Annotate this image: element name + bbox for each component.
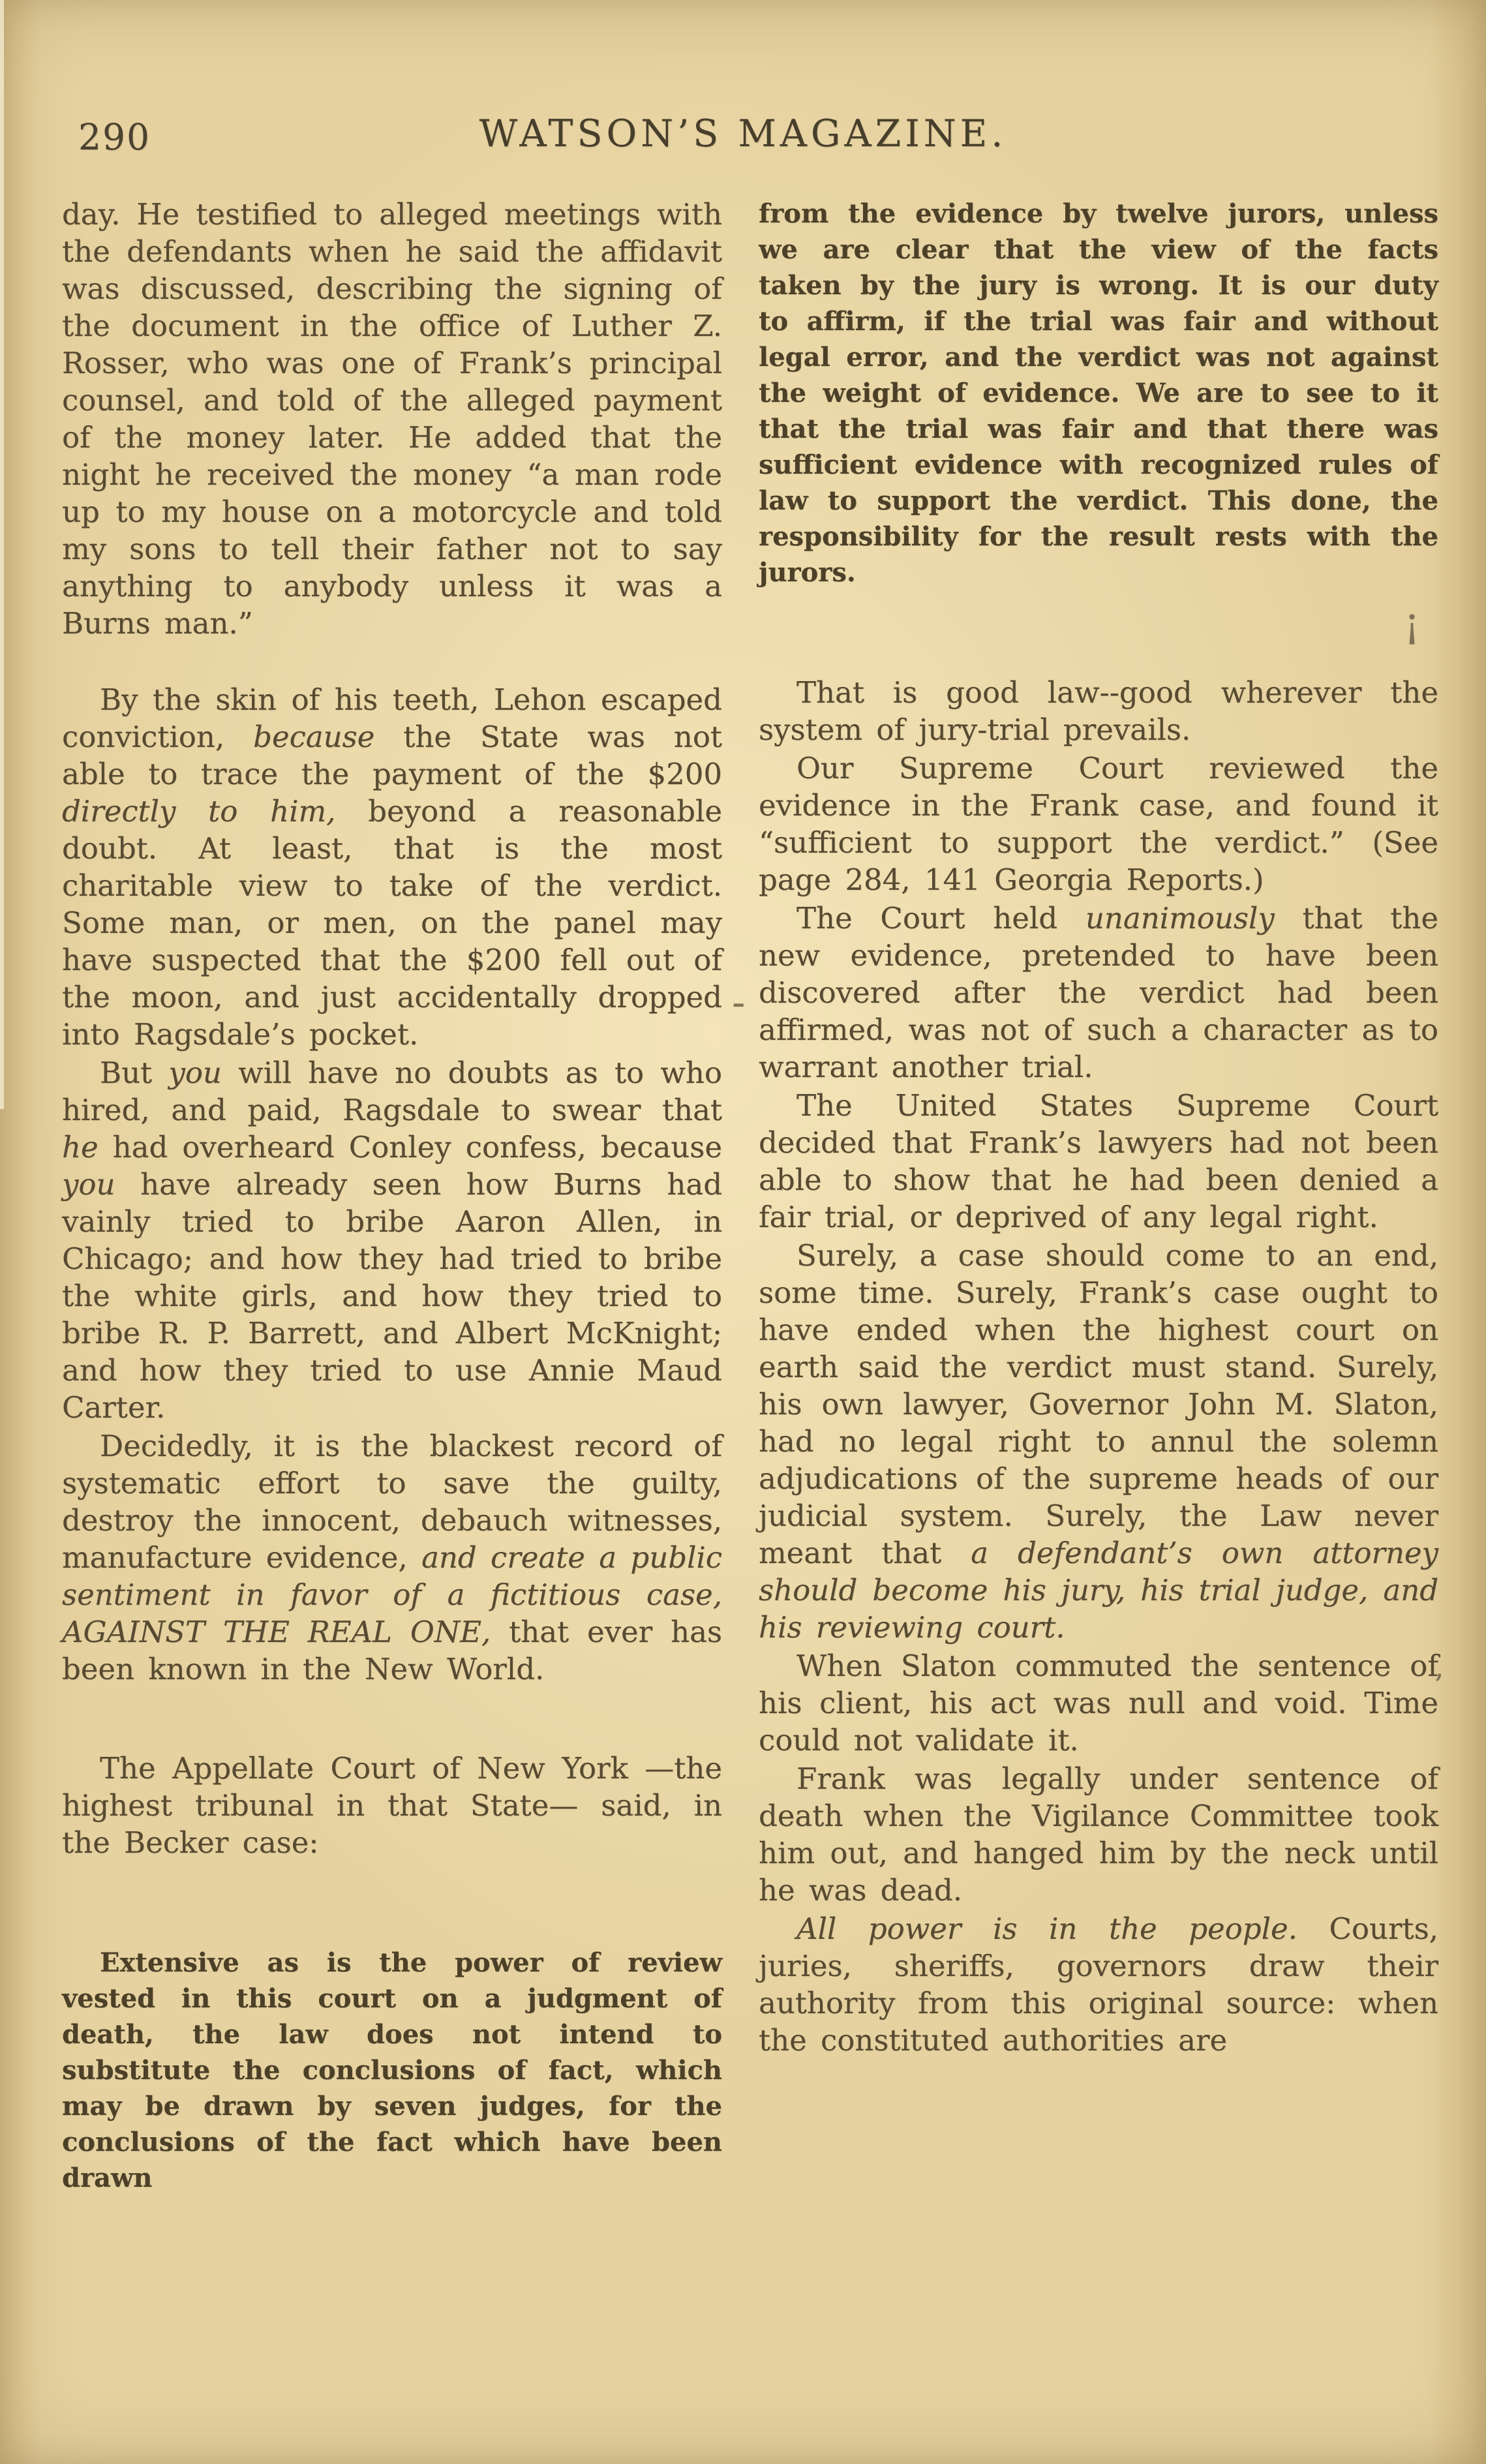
text-run: The Court held: [796, 901, 1085, 935]
paragraph-continuation: [62, 196, 722, 642]
text-run: the State was not able to trace the payment of the $200: [62, 720, 723, 791]
text-run: The Appellate Court of New York —the highest tribunal in that State— said, in the Becker case:: [62, 1751, 722, 1860]
quote-paragraph-continuation: [759, 196, 1438, 590]
left-column: [62, 196, 722, 2197]
quote-paragraph: [62, 1945, 722, 2196]
italic-run: you: [62, 1167, 115, 1202]
text-run: have already seen how Burns had vainly tried to bribe Aaron Allen, in Chicago; and how they had tried to bribe the white girls, and how they tried to bribe R. P. Barrett, and Albert McKnight; and how they tried to use Annie Maud Carter.: [62, 1167, 722, 1425]
italic-run: unanimously: [1085, 901, 1275, 935]
paragraph: [62, 681, 722, 1053]
text-run: from the evidence by twelve jurors, unless we are clear that the view of the facts taken by the jury is wrong. It is our duty to affirm, if the trial was fair and without legal error, and the verdict was not against the weight of evidence. We are to see to it that the trial was fair and that there was sufficient evidence with recognized rules of law to support the verdict. This done, the responsibility for the result rests with the jurors.: [759, 198, 1438, 588]
text-run: When Slaton commuted the sentence of his client, his act was null and void. Time could not validate it.: [759, 1649, 1438, 1757]
text-run: But: [100, 1056, 169, 1090]
italic-run: All power is in the people.: [796, 1911, 1297, 1946]
text-run: The United States Supreme Court decided that Frank’s lawyers had not been able to show that he had been denied a fair trial, or deprived of any legal right.: [759, 1088, 1438, 1234]
ink-mark: ¡: [1404, 599, 1420, 646]
text-run: had overheard Conley confess, because: [98, 1130, 722, 1164]
paragraph: [759, 1760, 1438, 1909]
text-run: Courts, juries, sheriffs, governors draw their authority from this original source: when the constituted authorities are: [759, 1911, 1438, 2058]
paragraph: [759, 900, 1438, 1086]
text-run: Extensive as is the power of review vested in this court on a judgment of death, the law does not intend to substitute the conclusions of fact, which may be drawn by seven judges, for the conclusions of the fact which have been drawn: [62, 1947, 722, 2193]
right-column: [759, 196, 1438, 2060]
text-run: Our Supreme Court reviewed the evidence in the Frank case, and found it “sufficient to support the verdict.” (See page 284, 141 Georgia Reports.): [759, 751, 1438, 897]
page-number: 290: [78, 116, 151, 158]
paragraph: [62, 1427, 722, 1688]
italic-run: because: [253, 720, 375, 754]
text-run: Decidedly, it is the blackest record of systematic effort to save the guilty, destroy the innocent, debauch witnesses, manufacture evidence,: [62, 1429, 722, 1575]
paragraph: [759, 1087, 1438, 1236]
italic-run: a defendant’s own attorney should become his jury, his trial judge, and his reviewing court.: [759, 1536, 1438, 1645]
italic-run: and create a public sentiment in favor of a fictitious case, AGAINST THE REAL ONE,: [62, 1540, 723, 1649]
text-run: That is good law--good wherever the system of jury-trial prevails.: [759, 675, 1438, 747]
paragraph: [62, 1054, 722, 1426]
text-run: beyond a reasonable doubt. At least, that is the most charitable view to take of the verdict. Some man, or men, on the panel may have suspected that the $200 fell out of the moon, and just accidentally dropped into Ragsdale’s pocket.: [62, 794, 722, 1052]
text-run: day. He testified to alleged meetings with the defendants when he said the affidavit was discussed, describing the signing of the document in the office of Luther Z. Rosser, who was one of Frank’s principal counsel, and told of the alleged payment of the money later. He added that the night he received the money “a man rode up to my house on a motorcycle and told my sons to tell their father not to say anything to anybody unless it was a Burns man.”: [62, 197, 722, 641]
masthead-title: WATSON’S MAGAZINE.: [479, 112, 1007, 155]
paragraph: [759, 1237, 1438, 1646]
paragraph: [759, 750, 1438, 898]
text-run: that ever has been known in the New World.: [62, 1615, 722, 1686]
text-run: will have no doubts as to who hired, and paid, Ragsdale to swear that: [62, 1056, 722, 1127]
text-run: that the new evidence, pretended to have been discovered after the verdict had been affirmed, was not of such a character as to warrant another trial.: [759, 901, 1438, 1084]
paragraph: [759, 1910, 1438, 2059]
text-run: By the skin of his teeth, Lehon escaped conviction,: [62, 682, 722, 754]
text-run: Surely, a case should come to an end, some time. Surely, Frank’s case ought to have ended when the highest court on earth said the verdict must stand. Surely, his own lawyer, Governor John M. Slaton, had no legal right to annul the solemn adjudications of the supreme heads of our judicial system. Surely, the Law never meant that: [759, 1238, 1438, 1570]
paragraph: [759, 1647, 1438, 1759]
italic-run: you: [168, 1056, 222, 1090]
paragraph: [759, 674, 1438, 748]
stray-apostrophe: ’: [1434, 1667, 1444, 1703]
paragraph: [62, 1750, 722, 1861]
italic-run: directly to him,: [62, 794, 336, 829]
text-run: Frank was legally under sentence of death when the Vigilance Committee took him out, and hanged him by the neck until he was dead.: [759, 1761, 1438, 1908]
italic-run: he: [62, 1130, 99, 1164]
gutter-dash: -: [732, 980, 746, 1026]
